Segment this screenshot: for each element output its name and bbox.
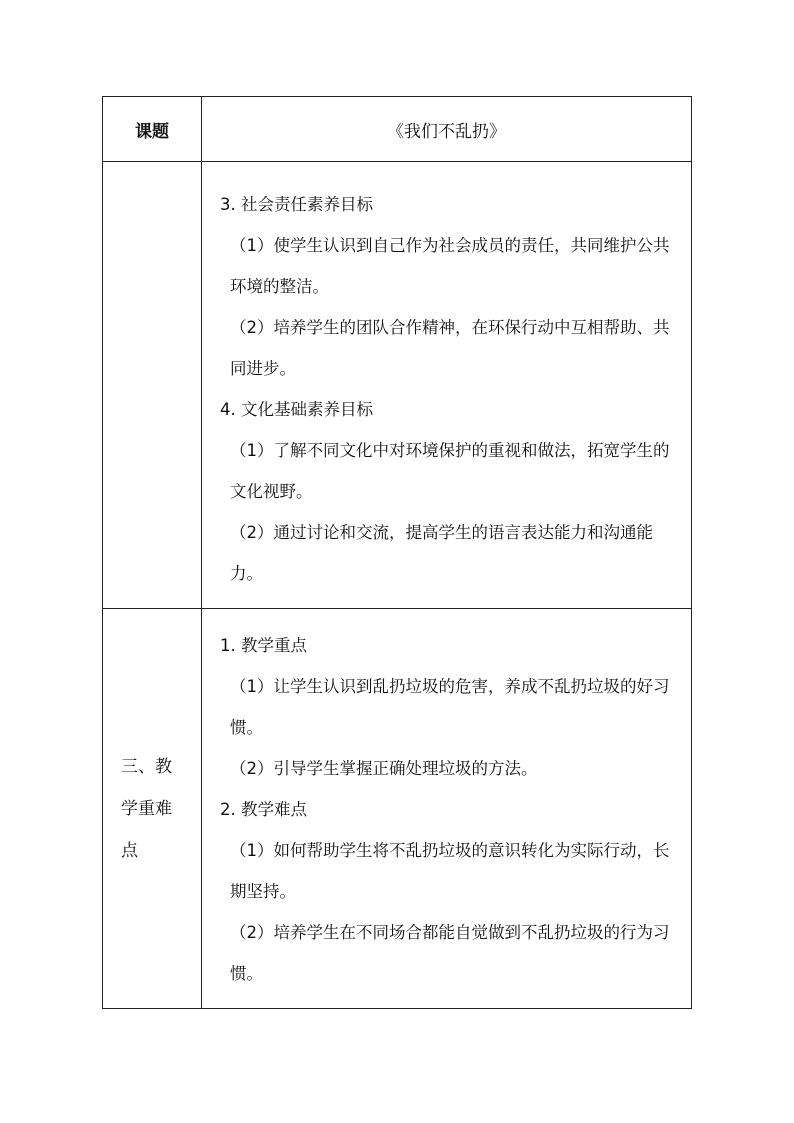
goal-heading-culture: 4. 文化基础素养目标 xyxy=(220,400,373,419)
literacy-goals-row xyxy=(103,162,692,609)
goal-item: （1）了解不同文化中对环境保护的重视和做法，拓宽学生的文化视野。 xyxy=(230,441,670,501)
goal-item: （1）使学生认识到自己作为社会成员的责任，共同维护公共环境的整洁。 xyxy=(230,236,670,296)
point-item: （1）如何帮助学生将不乱扔垃圾的意识转化为实际行动，长期坚持。 xyxy=(230,841,670,901)
goal-heading-social: 3. 社会责任素养目标 xyxy=(220,195,373,214)
header-row xyxy=(103,97,692,162)
header-label-cell: 课题 xyxy=(103,97,202,162)
point-item: （2）培养学生在不同场合都能自觉做到不乱扔垃圾的行为习惯。 xyxy=(230,923,670,983)
literacy-goals-label-cell xyxy=(103,162,202,609)
difficult-points-heading: 2. 教学难点 xyxy=(220,800,307,819)
lesson-title-cell: 《我们不乱扔》 xyxy=(202,97,692,162)
point-item: （2）引导学生掌握正确处理垃圾的方法。 xyxy=(230,759,538,778)
lesson-plan-table xyxy=(102,96,692,1009)
goal-item: （2）培养学生的团队合作精神，在环保行动中互相帮助、共同进步。 xyxy=(230,318,670,378)
key-difficult-points-label: 三、教学重难点 xyxy=(103,609,202,1009)
key-difficult-points-row xyxy=(103,609,692,1009)
key-points-heading: 1. 教学重点 xyxy=(220,636,307,655)
point-item: （1）让学生认识到乱扔垃圾的危害，养成不乱扔垃圾的好习惯。 xyxy=(230,677,670,737)
literacy-goals-content-cell xyxy=(202,162,692,609)
key-difficult-points-content-cell xyxy=(202,609,692,1009)
goal-item: （2）通过讨论和交流，提高学生的语言表达能力和沟通能力。 xyxy=(230,523,653,583)
